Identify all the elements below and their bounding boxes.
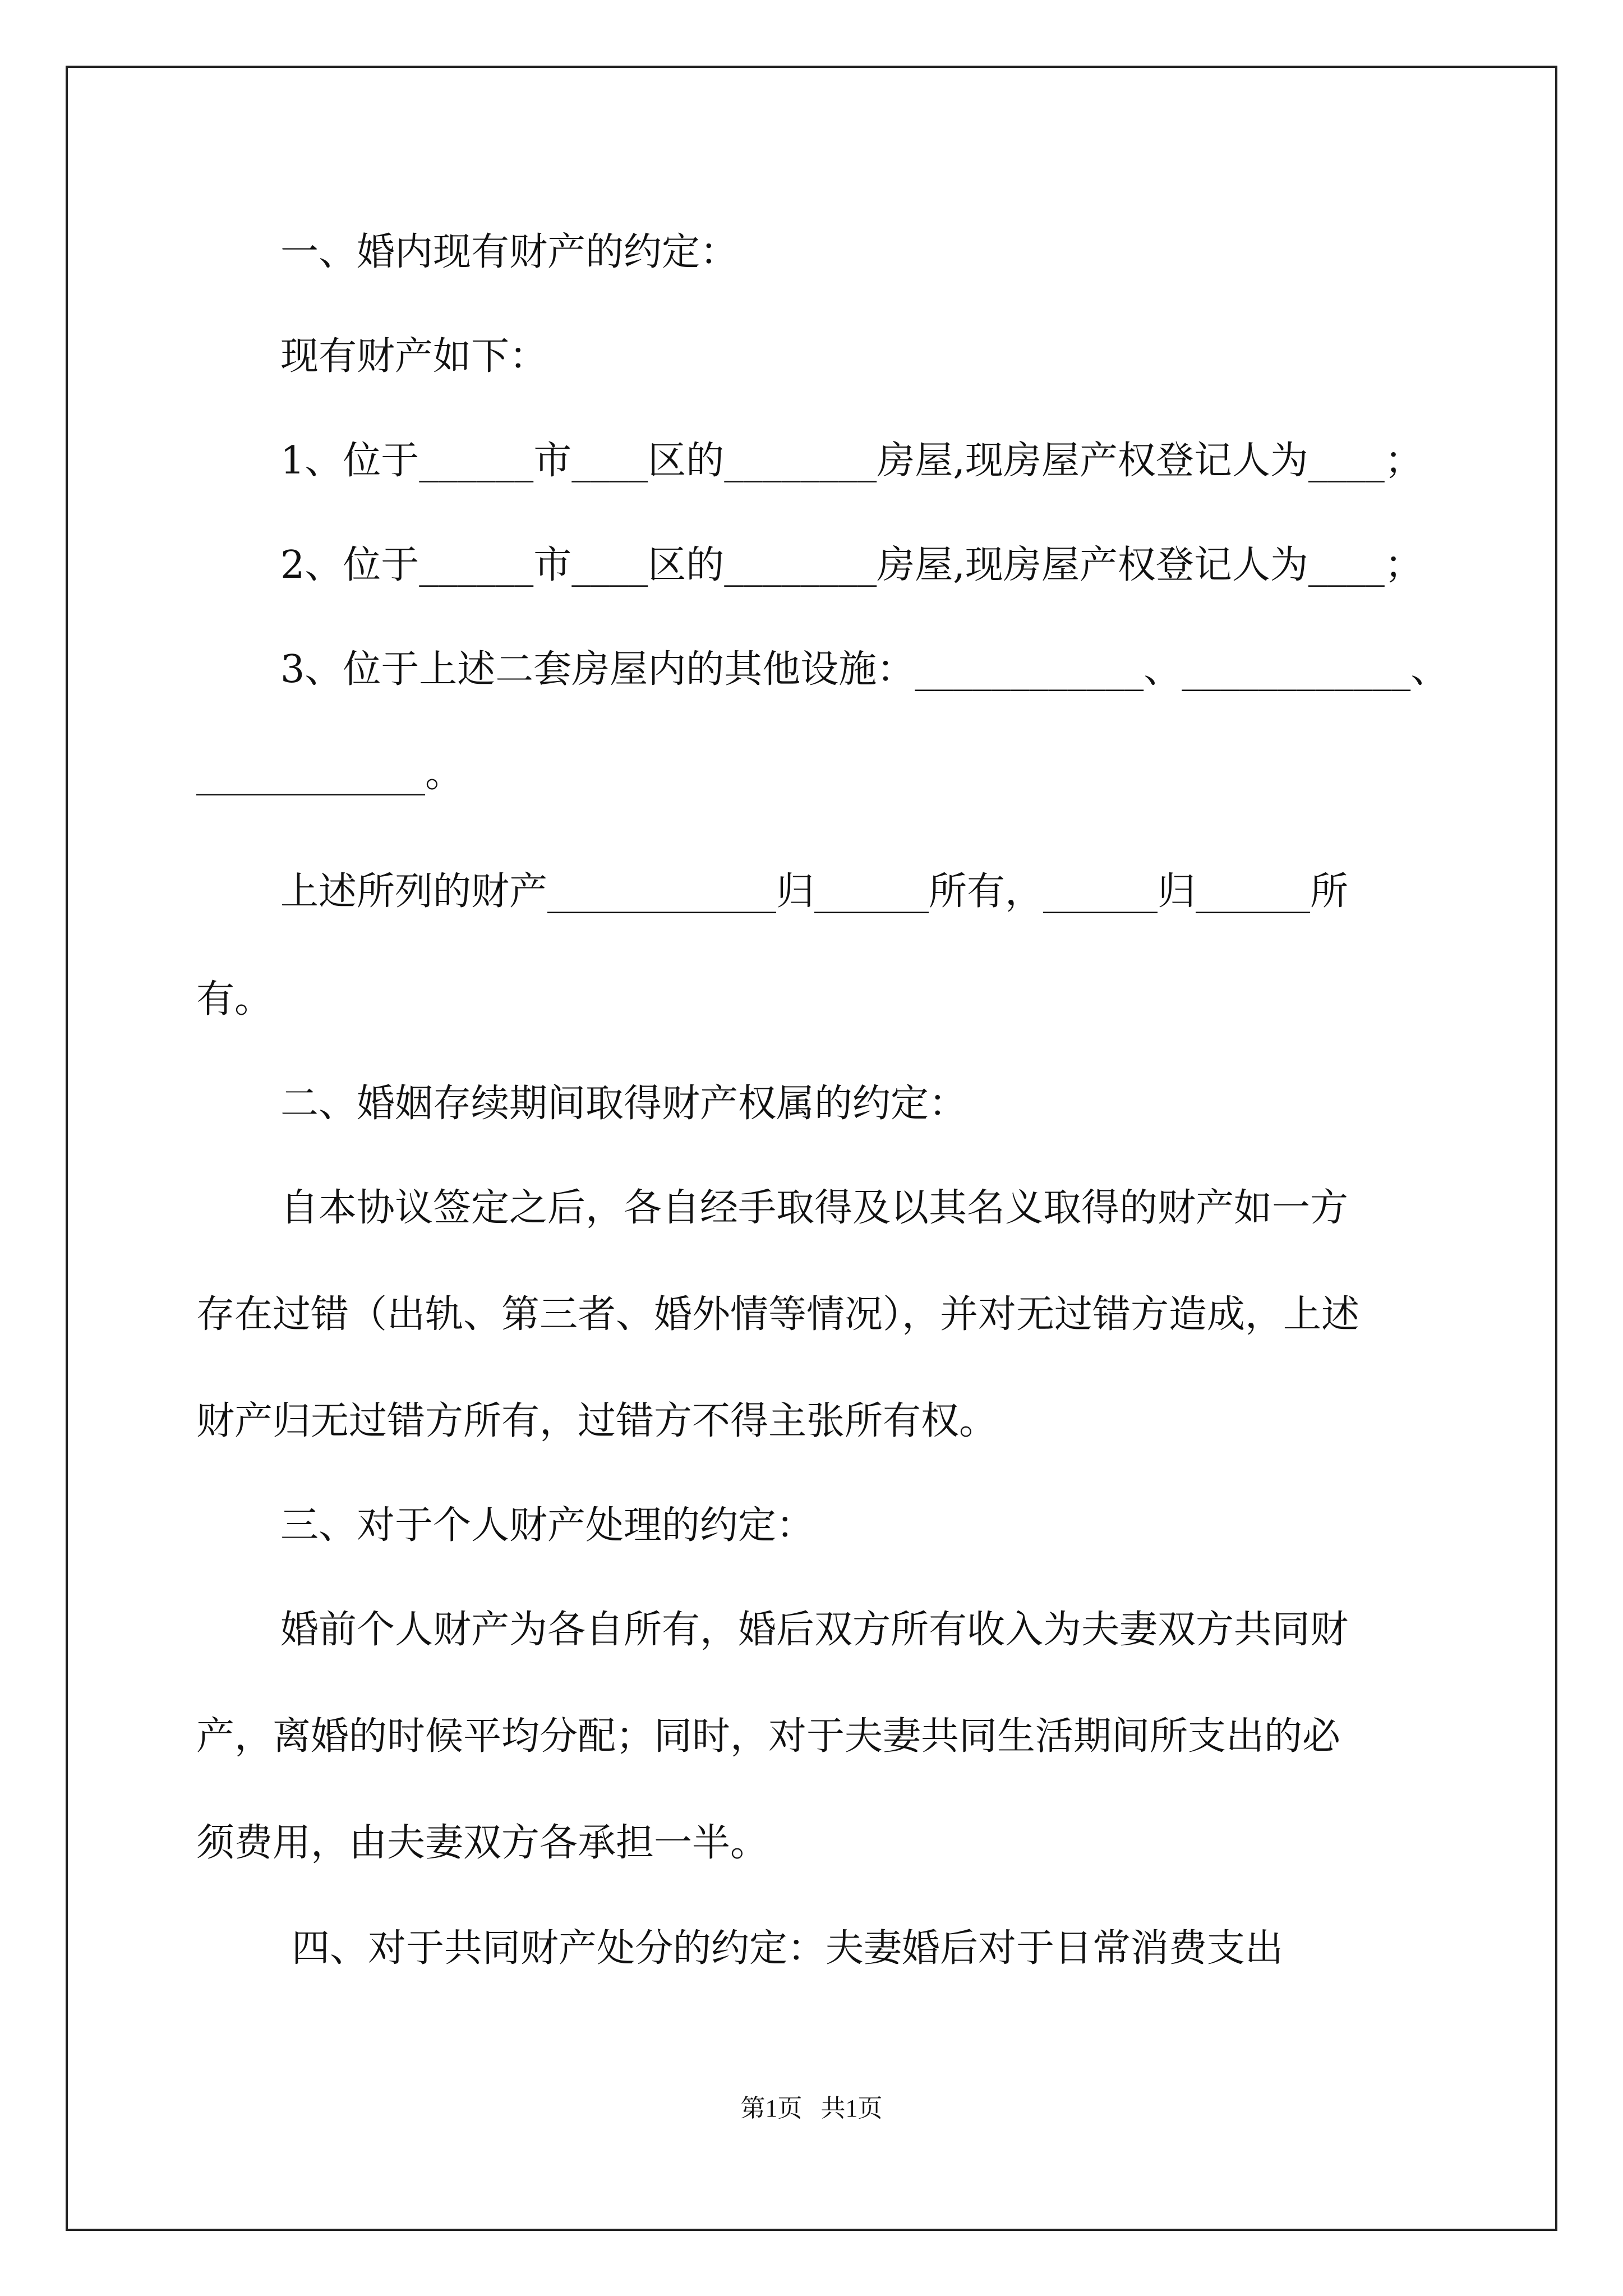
paragraph-line: ____________。 [196, 752, 464, 796]
paragraph-line: 1、位于______市____区的________房屋,现房屋产权登记人为____； [280, 439, 1423, 483]
paragraph-line: 2、位于______市____区的________房屋,现房屋产权登记人为____； [280, 543, 1423, 587]
paragraph-line: 产，离婚的时候平均分配；同时，对于夫妻共同生活期间所支出的必 [196, 1714, 1341, 1759]
paragraph-line: 3、位于上述二套房屋内的其他设施：____________、____________、 [280, 647, 1449, 692]
paragraph-line: 存在过错（出轨、第三者、婚外情等情况），并对无过错方造成，上述 [196, 1292, 1360, 1337]
page-border [66, 66, 1557, 2231]
section-heading-1: 一、婚内现有财产的约定： [280, 230, 739, 274]
paragraph-line: 婚前个人财产为各自所有，婚后双方所有收入为夫妻双方共同财 [280, 1608, 1349, 1652]
paragraph-line: 上述所列的财产____________归______所有，______归______所 [280, 869, 1349, 914]
section-heading-4: 四、对于共同财产处分的约定：夫妻婚后对于日常消费支出 [292, 1926, 1284, 1971]
section-heading-3: 三、对于个人财产处理的约定： [280, 1503, 815, 1548]
paragraph-line: 现有财产如下： [280, 334, 548, 379]
page-number-footer: 第1页 共1页 [740, 2095, 883, 2122]
section-heading-2: 二、婚姻存续期间取得财产权属的约定： [280, 1082, 967, 1126]
paragraph-line: 自本协议签定之后，各自经手取得及以其名义取得的财产如一方 [280, 1186, 1349, 1230]
paragraph-line: 须费用，由夫妻双方各承担一半。 [196, 1821, 769, 1865]
paragraph-line: 财产归无过错方所有，过错方不得主张所有权。 [196, 1399, 998, 1443]
paragraph-line: 有。 [196, 977, 273, 1022]
